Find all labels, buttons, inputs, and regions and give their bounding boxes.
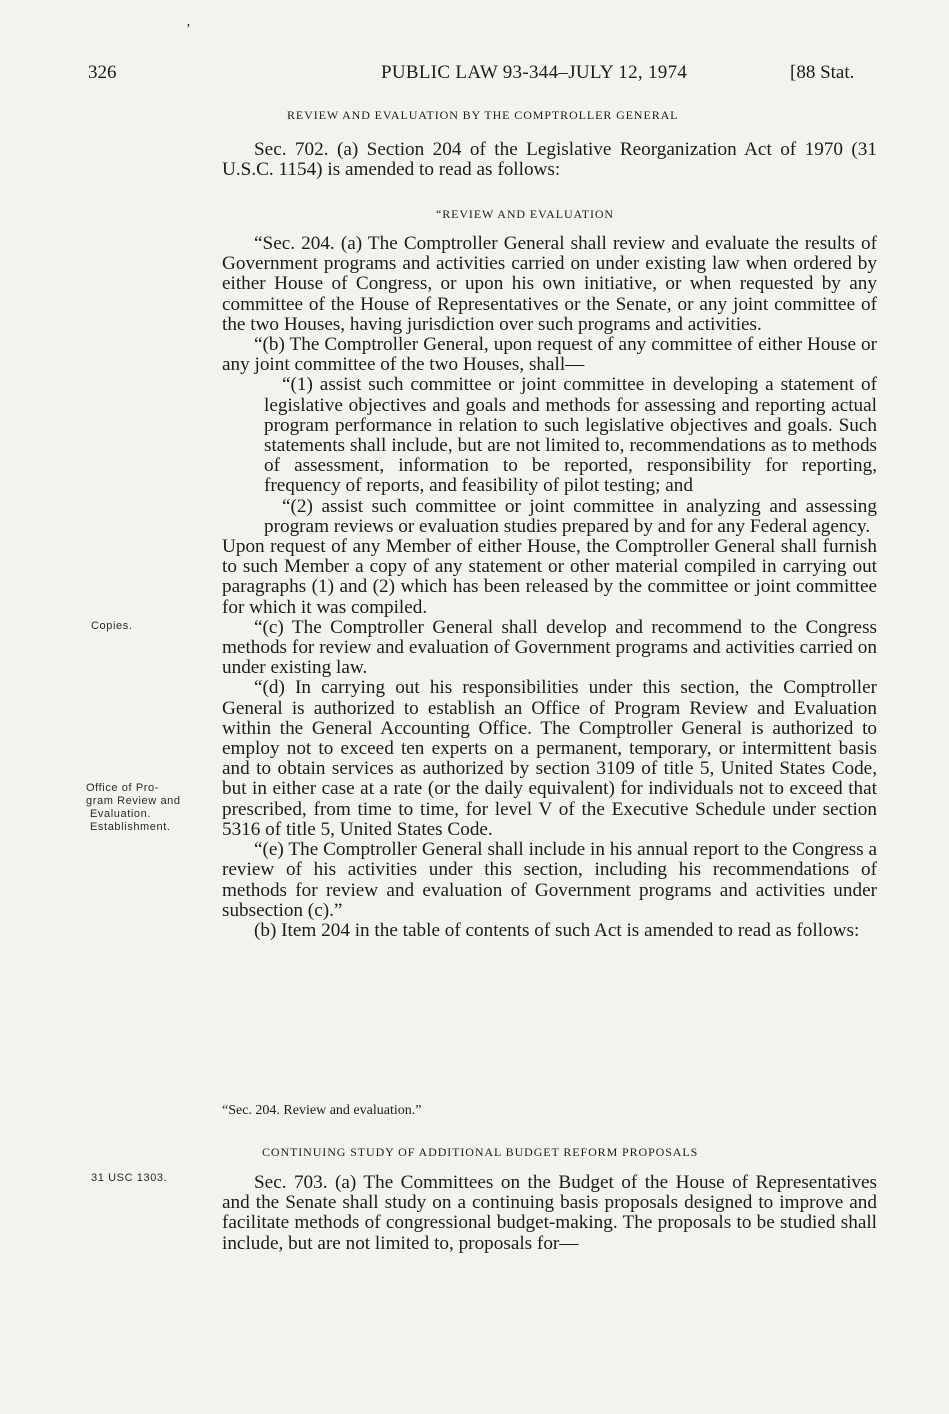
paragraph-204e: “(e) The Comptroller General shall include in his annual report to the Congress a review of his activities under this section, including his recommendations of methods for review and evaluation of Government programs and activities under subsection (c).”	[222, 839, 877, 921]
paragraph-204c: “(c) The Comptroller General shall develop and recommend to the Congress methods for review and evaluation of Government programs and activities carried on under existing law.	[222, 616, 877, 679]
paragraph-703a: Sec. 703. (a) The Committees on the Budget of the House of Representatives and the Senate shall study on a continuing basis proposals designed to improve and facilitate methods of congressional budget-making. The proposals to be studied shall include, but are not limited to, proposals for—	[222, 1172, 877, 1254]
paragraph-204d: “(d) In carrying out his responsibilities under this section, the Comptroller General is authorized to establish an Office of Program Review and Evaluation within the General Accounting Office. The Comptroller General is authorized to employ not to exceed ten experts on a permanent, temporary, or intermittent basis and to obtain services as authorized by section 3109 of title 5, United States Code, but in either case at a rate (or the daily equivalent) for individuals not to exceed that prescribed, from time to time, for level V of the Executive Schedule under section 5316 of title 5, United States Code.	[222, 677, 877, 840]
margin-note-office-line: Office of Pro-	[86, 782, 159, 794]
paragraph-204b: “(b) The Comptroller General, upon request of any committee of either House or any joint committee of the two Houses, shall—	[222, 334, 877, 376]
margin-note-copies: Copies.	[91, 620, 133, 632]
section-702-body	[222, 140, 877, 180]
section-703-body	[222, 1173, 877, 1254]
running-header-title: PUBLIC LAW 93-344–JULY 12, 1974	[381, 62, 688, 83]
toc-item-text: “Sec. 204. Review and evaluation.”	[222, 1103, 422, 1118]
toc-item	[222, 1101, 877, 1121]
statute-volume: [88 Stat.	[790, 62, 855, 83]
section-703-heading: CONTINUING STUDY OF ADDITIONAL BUDGET REFORM PROPOSALS	[262, 1145, 699, 1159]
margin-note-office-line: gram Review and	[86, 795, 181, 807]
section-204-body	[222, 234, 877, 941]
paragraph-702b: (b) Item 204 in the table of contents of such Act is amended to read as follows:	[254, 919, 860, 941]
margin-note-office-line: Evaluation.	[90, 808, 152, 820]
stray-mark: ’	[186, 22, 191, 37]
section-702a-intro: Sec. 702. (a) Section 204 of the Legislative Reorganization Act of 1970 (31 U.S.C. 1154) is amended to read as follows:	[222, 139, 877, 181]
margin-note-office-line: Establishment.	[90, 821, 171, 833]
paragraph-204b2: “(2) assist such committee or joint committee in analyzing and assessing program reviews or evaluation studies prepared by and for any Federal agency.	[264, 495, 877, 537]
section-204-subheading: “REVIEW AND EVALUATION	[436, 207, 615, 221]
paragraph-204b1: “(1) assist such committee or joint committee in developing a statement of legislative objectives and goals and methods for assessing and reporting actual program performance in relation to such legislative objectives and goals. Such statements shall include, but are not limited to, recommendations as to methods of assessment, information to be reported, responsibility for reporting, frequency of reports, and feasibility of pilot testing; and	[264, 374, 877, 497]
paragraph-copies: Upon request of any Member of either House, the Comptroller General shall furnish to such Member a copy of any statement or other material compiled in carrying out paragraphs (1) and (2) which has been released by the committee or joint committee for which it was compiled.	[222, 536, 877, 618]
paragraph-204a: “Sec. 204. (a) The Comptroller General shall review and evaluate the results of Government programs and activities carried on under existing law when ordered by either House of Congress, or upon his own initiative, or when requested by any committee of the House of Representatives or the Senate, or any joint committee of the two Houses, having jurisdiction over such programs and activities.	[222, 233, 877, 335]
margin-note-usc: 31 USC 1303.	[91, 1172, 168, 1184]
margin-note-office	[86, 782, 181, 834]
page-number: 326	[88, 62, 117, 83]
section-702-heading: REVIEW AND EVALUATION BY THE COMPTROLLER GENERAL	[287, 108, 679, 122]
